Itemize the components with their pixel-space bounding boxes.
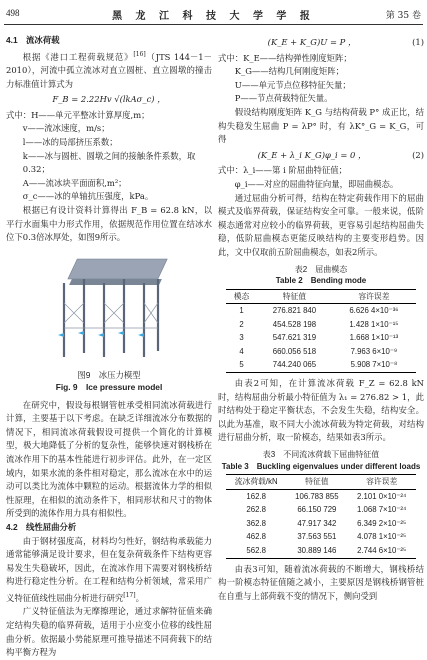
table-2-title-en: Table 2 Bending mode	[275, 276, 367, 285]
def-item: σ_c——冰的单轴抗压强度，kPa。	[22, 191, 154, 202]
def-item: l——冰的局部挤压系数；	[22, 136, 118, 147]
paragraph: 通过屈曲分析可得，结构在特定荷载作用下的屈曲模式及临界荷载，保证结构安全可靠。一般来说，低阶模态通常对应较小的临界荷载，更容易引起结构屈曲失稳，低阶屈曲模态更能反映结构的主要变形趋势。因此，文中仅取前五阶屈曲模态，如表2所示。	[218, 192, 424, 257]
table-row: 4 660.056 518 7.963 6×10⁻⁹	[239, 346, 398, 356]
paragraph: 广义特征值法为无摩擦理论，通过求解特征值来确定结构失稳的临界荷载，适用于小应变小位移的线性屈曲分析。依据最小势能原理可推导描述不同荷载下的结构平衡方程为	[6, 606, 212, 658]
running-header	[0, 0, 427, 26]
table-row: 5 744.240 065 5.908 7×10⁻⁸	[226, 358, 416, 372]
figure-caption-cn: 图9 冰压力模型	[77, 369, 141, 380]
table-3-title-en: Table 3 Buckling eigenvalues under different loads	[221, 461, 421, 471]
figure-ice-pressure-model	[6, 249, 212, 367]
def-item: k——冰与圆桩、圆墩之间的接触条件系数，取 0.32；	[22, 150, 196, 175]
table-3-title-cn: 表3 不同流冰荷载下屈曲特征值	[262, 450, 380, 460]
paragraph: 由于钢材强度高，材料均匀性好，钢结构承载能力通常能够满足设计要求，但在复杂荷载条件下结构更容易发生失稳破坏，因此，在流冰作用下需要对钢栈桥结构进行稳定性分析。在工程和结构分析领域，常采用广义特征值线性屈曲分析进行研究[17]。	[6, 535, 212, 603]
page-number: 498	[6, 8, 20, 18]
paragraph: 在研究中，假设每根钢管桩承受相同流冰荷载进行计算，主要基于以下考虑。在缺乏详细流冰分布数据的情况下，相同流冰荷载假设可提供一个简化的计算模型，极大地降低了分析的复杂性，能够快速对钢栈桥在流冰作用下的基本性能进行初步评估。此外，在一定区域内，如果水流的条件相对稳定，那么流冰在水中的运动可以类比为流体中颗粒的运动。根据流体力学的相似性原理，在相似的流动条件下，相同形状和尺寸的物体所受到的流体作用力具有相似性。	[6, 399, 212, 519]
equation-2: (K_E + λ_i K_G)φ_i = 0 ， (2)	[257, 149, 424, 160]
journal-title: 黑 龙 江 科 技 大 学 学 报	[112, 11, 315, 22]
table-row: 162.8 106.783 855 2.101 0×10⁻²⁴	[246, 491, 407, 501]
def-item: 式中：λ_i——第 i 阶屈曲特征值；	[218, 165, 348, 176]
ice-pressure-model-image	[46, 253, 176, 363]
paragraph: 根据已有设计资料计算得出 F_B = 62.8 kN，以平行水面集中力形式作用，依据规范作用位置在结冰水位下0.3倍冰厚处，如图9所示。	[6, 204, 212, 243]
paragraph: 由表2可知，在计算流冰荷载 F_Z = 62.8 kN 时，结构屈曲分析最小特征值为 λ₁ = 276.82 > 1，此时结构处于稳定平衡状态，不会发生失稳，结构安全。以此为基准，取不同大小流冰荷载为特定荷载，对结构进行屈曲分析，取一阶模态，结果如表3所示。	[218, 378, 424, 443]
def-item: 式中：K_E——结构弹性刚度矩阵；	[218, 52, 352, 63]
def-item: U——单元节点位移特征矢量；	[234, 79, 351, 90]
table-row: 3 547.621 319 1.668 1×10⁻¹³	[239, 333, 399, 343]
equation-1: (K_E + K_G)U = P ， (1)	[267, 37, 424, 47]
table-2-bending-mode	[226, 289, 416, 374]
paragraph: 假设结构刚度矩阵 K_G 与结构荷载 P° 成正比，结构失稳发生屈曲 P = λP° 时，有 λK°_G = K_G，可得	[218, 106, 424, 145]
table-header: 容许误差	[332, 289, 416, 304]
header-rule	[4, 24, 423, 25]
right-column	[218, 34, 424, 603]
def-item: P——节点荷载特征矢量。	[234, 93, 333, 104]
table-row: 462.8 37.563 551 4.078 1×10⁻²⁵	[246, 532, 407, 542]
def-item: A——流冰块平面面积,m²；	[22, 177, 127, 188]
table-row: 262.8 66.150 729 1.068 7×10⁻²⁴	[246, 505, 407, 515]
table-2-title-cn: 表2 屈曲模态	[294, 264, 348, 274]
paragraph: 由表3可知，随着流冰荷载的不断增大，钢栈桥结构一阶模态特征值随之减小，主要原因是钢栈桥钢管桩在自重与上部荷载不变的情况下，侧向受到	[218, 563, 424, 601]
volume-label: 第 35 卷	[385, 11, 421, 21]
def-item: φ_i——对应的屈曲特征向量，即屈曲模态。	[234, 178, 399, 189]
section-4-2-title: 4.2 线性屈曲分析	[6, 522, 77, 533]
table-row: 2 454.528 198 1.428 1×10⁻¹⁵	[239, 319, 399, 329]
table-header: 容许误差	[347, 475, 416, 490]
table-row: 362.8 47.917 342 6.349 2×10⁻²⁵	[246, 518, 407, 528]
table-row: 562.8 30.889 146 2.744 6×10⁻²⁵	[226, 544, 416, 558]
paragraph: 根据《港口工程荷载规范》[16]（JTS 144－1－2010），河流中孤立流冰对直立圆桩、直立圆墩的撞击力标准值计算式为	[6, 50, 212, 89]
table-header: 特征值	[257, 289, 332, 304]
table-header: 特征值	[286, 475, 347, 490]
figure-caption-en: Fig. 9 Ice pressure model	[55, 381, 163, 392]
table-header: 流冰荷载/kN	[226, 475, 286, 490]
left-column	[6, 34, 212, 660]
def-item: K_G——结构几何刚度矩阵；	[234, 66, 345, 77]
equation-ice-force: F_B = 2.22Hv √(lkAσ_c) ，	[52, 94, 166, 105]
def-item: 式中：H——单元平整冰计算厚度,m；	[6, 109, 150, 120]
table-row: 1 276.821 840 6.626 4×10⁻³⁶	[239, 306, 399, 316]
table-3-buckling-eigenvalues	[226, 474, 416, 559]
def-item: v——流冰速度，m/s；	[22, 123, 110, 134]
section-4-1-title: 4.1 流冰荷载	[6, 35, 60, 45]
table-header: 模态	[226, 289, 257, 304]
